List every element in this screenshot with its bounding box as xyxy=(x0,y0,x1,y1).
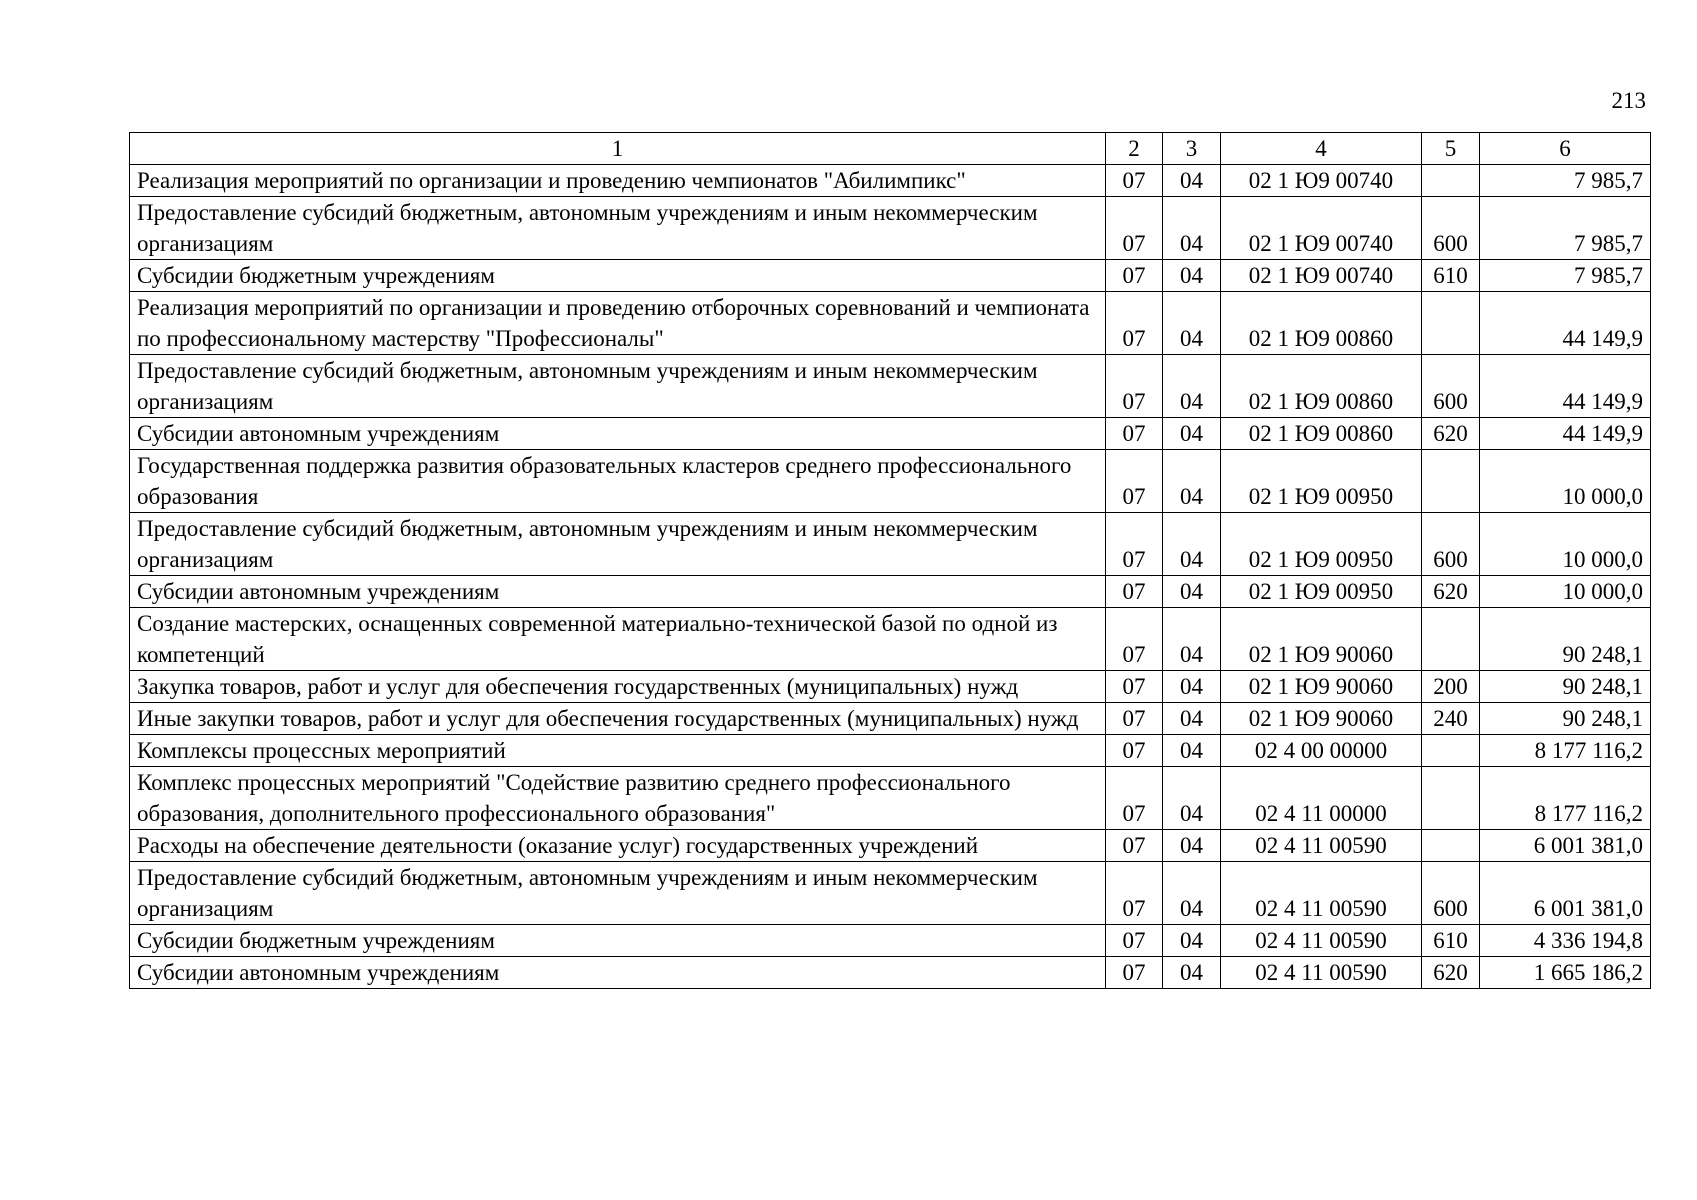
row-expense-type-cell xyxy=(1422,830,1480,862)
row-expense-type-cell: 620 xyxy=(1422,576,1480,608)
row-name-cell: Комплексы процессных мероприятий xyxy=(130,735,1106,767)
row-sum-cell: 44 149,9 xyxy=(1480,355,1651,418)
row-expense-type-cell: 620 xyxy=(1422,957,1480,989)
column-header-2: 2 xyxy=(1106,133,1163,165)
row-subsection-cell: 04 xyxy=(1163,830,1221,862)
row-sum-cell: 6 001 381,0 xyxy=(1480,830,1651,862)
row-section-cell: 07 xyxy=(1106,925,1163,957)
row-sum-cell: 4 336 194,8 xyxy=(1480,925,1651,957)
row-sum-cell: 6 001 381,0 xyxy=(1480,862,1651,925)
table-body xyxy=(130,165,1651,989)
row-name-cell: Реализация мероприятий по организации и проведению чемпионатов "Абилимпикс" xyxy=(130,165,1106,197)
row-section-cell: 07 xyxy=(1106,165,1163,197)
row-sum-cell: 44 149,9 xyxy=(1480,418,1651,450)
row-sum-cell: 90 248,1 xyxy=(1480,671,1651,703)
row-name-cell: Субсидии автономным учреждениям xyxy=(130,418,1106,450)
row-subsection-cell: 04 xyxy=(1163,703,1221,735)
table-row xyxy=(130,260,1651,292)
table-row xyxy=(130,355,1651,418)
row-name-cell: Государственная поддержка развития образовательных кластеров среднего профессионального образования xyxy=(130,450,1106,513)
row-section-cell: 07 xyxy=(1106,608,1163,671)
row-sum-cell: 8 177 116,2 xyxy=(1480,735,1651,767)
row-expense-type-cell: 620 xyxy=(1422,418,1480,450)
row-subsection-cell: 04 xyxy=(1163,735,1221,767)
row-sum-cell: 7 985,7 xyxy=(1480,165,1651,197)
row-expense-type-cell: 600 xyxy=(1422,513,1480,576)
row-expense-type-cell: 610 xyxy=(1422,925,1480,957)
table-row xyxy=(130,671,1651,703)
row-target-article-cell: 02 1 Ю9 00950 xyxy=(1221,513,1422,576)
row-name-cell: Комплекс процессных мероприятий "Содействие развитию среднего профессионального образования, дополнительного профессионального образования" xyxy=(130,767,1106,830)
row-expense-type-cell: 600 xyxy=(1422,197,1480,260)
row-subsection-cell: 04 xyxy=(1163,292,1221,355)
table-row xyxy=(130,450,1651,513)
row-subsection-cell: 04 xyxy=(1163,513,1221,576)
column-header-1: 1 xyxy=(130,133,1106,165)
row-subsection-cell: 04 xyxy=(1163,862,1221,925)
row-name-cell: Субсидии бюджетным учреждениям xyxy=(130,260,1106,292)
row-expense-type-cell: 610 xyxy=(1422,260,1480,292)
row-target-article-cell: 02 1 Ю9 00740 xyxy=(1221,260,1422,292)
row-section-cell: 07 xyxy=(1106,418,1163,450)
row-section-cell: 07 xyxy=(1106,450,1163,513)
row-target-article-cell: 02 1 Ю9 00860 xyxy=(1221,418,1422,450)
row-name-cell: Предоставление субсидий бюджетным, автономным учреждениям и иным некоммерческим организациям xyxy=(130,862,1106,925)
row-expense-type-cell xyxy=(1422,165,1480,197)
row-target-article-cell: 02 4 11 00590 xyxy=(1221,862,1422,925)
row-subsection-cell: 04 xyxy=(1163,925,1221,957)
row-name-cell: Предоставление субсидий бюджетным, автономным учреждениям и иным некоммерческим организациям xyxy=(130,355,1106,418)
row-sum-cell: 44 149,9 xyxy=(1480,292,1651,355)
row-subsection-cell: 04 xyxy=(1163,576,1221,608)
row-name-cell: Расходы на обеспечение деятельности (оказание услуг) государственных учреждений xyxy=(130,830,1106,862)
table-row xyxy=(130,608,1651,671)
row-name-cell: Реализация мероприятий по организации и проведению отборочных соревнований и чемпионата по профессиональному мастерству "Профессионалы" xyxy=(130,292,1106,355)
table-row xyxy=(130,576,1651,608)
row-section-cell: 07 xyxy=(1106,355,1163,418)
row-target-article-cell: 02 4 11 00590 xyxy=(1221,925,1422,957)
row-target-article-cell: 02 1 Ю9 00950 xyxy=(1221,450,1422,513)
page-number: 213 xyxy=(1611,88,1646,113)
column-header-6: 6 xyxy=(1480,133,1651,165)
row-section-cell: 07 xyxy=(1106,767,1163,830)
row-expense-type-cell xyxy=(1422,735,1480,767)
table-row xyxy=(130,925,1651,957)
row-expense-type-cell xyxy=(1422,292,1480,355)
row-subsection-cell: 04 xyxy=(1163,418,1221,450)
row-sum-cell: 10 000,0 xyxy=(1480,450,1651,513)
row-section-cell: 07 xyxy=(1106,260,1163,292)
row-target-article-cell: 02 1 Ю9 00740 xyxy=(1221,165,1422,197)
column-header-3: 3 xyxy=(1163,133,1221,165)
row-target-article-cell: 02 1 Ю9 00860 xyxy=(1221,292,1422,355)
row-sum-cell: 90 248,1 xyxy=(1480,703,1651,735)
row-target-article-cell: 02 1 Ю9 90060 xyxy=(1221,608,1422,671)
table-row xyxy=(130,513,1651,576)
row-sum-cell: 90 248,1 xyxy=(1480,608,1651,671)
row-subsection-cell: 04 xyxy=(1163,450,1221,513)
row-expense-type-cell xyxy=(1422,767,1480,830)
row-subsection-cell: 04 xyxy=(1163,165,1221,197)
row-section-cell: 07 xyxy=(1106,197,1163,260)
row-expense-type-cell: 200 xyxy=(1422,671,1480,703)
table-row xyxy=(130,197,1651,260)
row-name-cell: Субсидии автономным учреждениям xyxy=(130,957,1106,989)
row-expense-type-cell xyxy=(1422,450,1480,513)
row-subsection-cell: 04 xyxy=(1163,355,1221,418)
row-name-cell: Субсидии бюджетным учреждениям xyxy=(130,925,1106,957)
row-sum-cell: 10 000,0 xyxy=(1480,513,1651,576)
table-row xyxy=(130,862,1651,925)
column-header-5: 5 xyxy=(1422,133,1480,165)
budget-table xyxy=(129,132,1651,989)
row-expense-type-cell xyxy=(1422,608,1480,671)
row-target-article-cell: 02 1 Ю9 00950 xyxy=(1221,576,1422,608)
table-row xyxy=(130,418,1651,450)
row-section-cell: 07 xyxy=(1106,957,1163,989)
row-sum-cell: 7 985,7 xyxy=(1480,197,1651,260)
table-row xyxy=(130,957,1651,989)
row-target-article-cell: 02 1 Ю9 90060 xyxy=(1221,703,1422,735)
row-subsection-cell: 04 xyxy=(1163,671,1221,703)
row-name-cell: Субсидии автономным учреждениям xyxy=(130,576,1106,608)
row-name-cell: Иные закупки товаров, работ и услуг для обеспечения государственных (муниципальных) нужд xyxy=(130,703,1106,735)
row-section-cell: 07 xyxy=(1106,671,1163,703)
row-sum-cell: 8 177 116,2 xyxy=(1480,767,1651,830)
row-sum-cell: 10 000,0 xyxy=(1480,576,1651,608)
row-section-cell: 07 xyxy=(1106,830,1163,862)
row-target-article-cell: 02 4 00 00000 xyxy=(1221,735,1422,767)
row-expense-type-cell: 600 xyxy=(1422,862,1480,925)
row-sum-cell: 7 985,7 xyxy=(1480,260,1651,292)
row-section-cell: 07 xyxy=(1106,292,1163,355)
row-subsection-cell: 04 xyxy=(1163,197,1221,260)
row-section-cell: 07 xyxy=(1106,735,1163,767)
row-expense-type-cell: 600 xyxy=(1422,355,1480,418)
row-expense-type-cell: 240 xyxy=(1422,703,1480,735)
row-target-article-cell: 02 1 Ю9 00860 xyxy=(1221,355,1422,418)
row-subsection-cell: 04 xyxy=(1163,260,1221,292)
table-row xyxy=(130,703,1651,735)
row-sum-cell: 1 665 186,2 xyxy=(1480,957,1651,989)
row-section-cell: 07 xyxy=(1106,576,1163,608)
row-target-article-cell: 02 1 Ю9 00740 xyxy=(1221,197,1422,260)
row-section-cell: 07 xyxy=(1106,862,1163,925)
table-row xyxy=(130,735,1651,767)
row-name-cell: Предоставление субсидий бюджетным, автономным учреждениям и иным некоммерческим организациям xyxy=(130,513,1106,576)
table-row xyxy=(130,165,1651,197)
row-target-article-cell: 02 4 11 00590 xyxy=(1221,830,1422,862)
row-target-article-cell: 02 4 11 00590 xyxy=(1221,957,1422,989)
row-target-article-cell: 02 4 11 00000 xyxy=(1221,767,1422,830)
row-target-article-cell: 02 1 Ю9 90060 xyxy=(1221,671,1422,703)
row-subsection-cell: 04 xyxy=(1163,957,1221,989)
table-row xyxy=(130,292,1651,355)
table-header-row xyxy=(130,133,1651,165)
row-name-cell: Предоставление субсидий бюджетным, автономным учреждениям и иным некоммерческим организациям xyxy=(130,197,1106,260)
row-subsection-cell: 04 xyxy=(1163,608,1221,671)
row-section-cell: 07 xyxy=(1106,513,1163,576)
table-row xyxy=(130,830,1651,862)
column-header-4: 4 xyxy=(1221,133,1422,165)
row-subsection-cell: 04 xyxy=(1163,767,1221,830)
row-name-cell: Закупка товаров, работ и услуг для обеспечения государственных (муниципальных) нужд xyxy=(130,671,1106,703)
row-name-cell: Создание мастерских, оснащенных современной материально-технической базой по одной из компетенций xyxy=(130,608,1106,671)
row-section-cell: 07 xyxy=(1106,703,1163,735)
table-row xyxy=(130,767,1651,830)
